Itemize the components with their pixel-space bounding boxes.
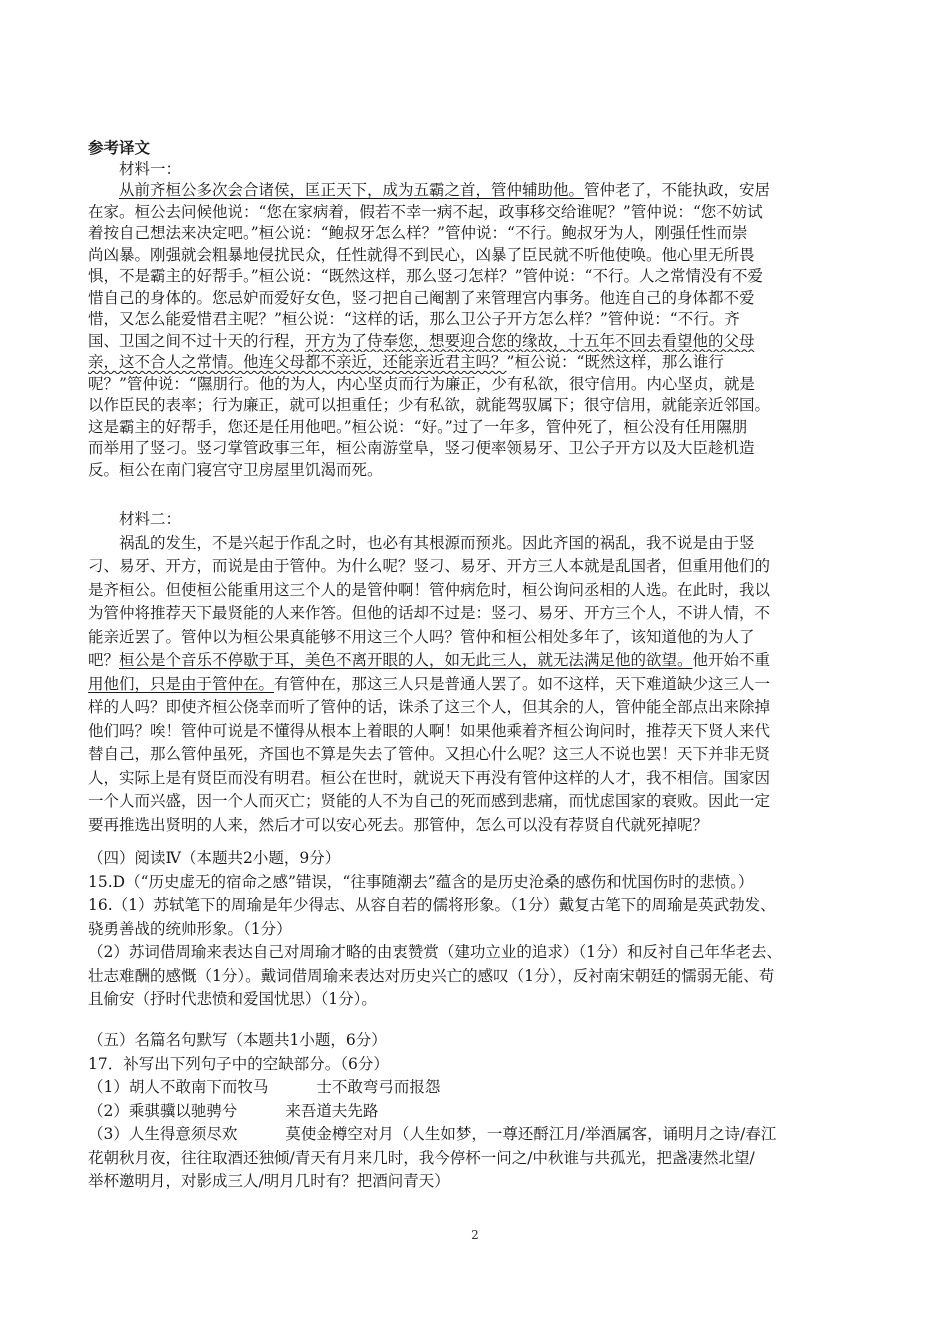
m1-line: 尚凶暴。刚强就会粗暴地侵扰民众，任性就得不到民心，凶暴了臣民就不听他使唤。他心里无所畏 [88,245,755,264]
m2-underline-2: 用他们，只是由于管仲在。 [88,674,275,693]
m1-line: 惜，又怎么能爱惜君主呢？”桓公说：“这样的话，那么卫公子开方怎么样？”管仲说：“不行。齐 [88,310,740,328]
m1-wavy-underline-1: 开方为了侍奉您，想要迎合您的缘故，十五年不回去看望他的父母 [305,331,755,350]
m1-line: 呢？”管仲说：“隰朋行。他的为人，内心坚贞而行为廉正，少有私欲，很守信用。内心坚贞，就是 [88,374,755,393]
m1-line: 惧，不是霸主的好帮手。”桓公说：“既然这样，那么竖刁怎样？”管仲说：“不行。人之常情没有不爱 [88,267,763,285]
m2-line-7 [88,673,848,697]
m1-line: 反。桓公在南门寝宫守卫房屋里饥渴而死。 [88,460,383,479]
answer-3-right: 莫使金樽空对月（人生如梦，一尊还酹江月/举酒属客，诵明月之诗/春江 [285,1125,777,1143]
answer-2 [88,1100,848,1124]
m1-line: 这是霸主的好帮手，您还是任用他吧。”桓公说：“好。”过了一年多，管仲死了，桓公没有任用隰朋 [88,417,748,436]
answer-2-right: 来吾道夫先路 [285,1101,379,1120]
m1-underline-1: 从前齐桓公多次会合诸侯，匡正天下，成为五霸之首，管仲辅助他。 [119,181,585,199]
material1-label: 材料一： [119,159,182,178]
answer-line: 骁勇善战的统帅形象。（1分） [88,919,292,938]
question-17: 17．补写出下列句子中的空缺部分。（6分） [88,1054,389,1073]
m1-line-8-start: 国、卫国之间不过十天的行程， [88,331,306,350]
m2-line-6 [88,649,848,673]
m1-line-1 [88,180,848,202]
m2-line: 祸乱的发生，不是兴起于作乱之时，也必有其根源而预兆。因此齐国的祸乱，我不说是由于竖 [119,533,755,552]
m2-line-6-rest: 他开始不重 [692,651,771,669]
material2-label: 材料二： [119,510,182,528]
m1-line: 惜自己的身体的。您忌妒而爱好女色，竖刁把自己阉割了来管理宫内事务。他连自己的身体都不爱 [88,288,755,307]
m2-line-7-rest: 有管仲在，那这三人只是普通人罢了。如不这样，天下难道缺少这三人一 [274,674,771,693]
m2-line-6-start: 吧？ [88,651,120,669]
m1-line-9 [88,352,848,374]
m1-wavy-underline-2: 亲，这不合人之常情。他连父母都不亲近，还能亲近君主吗？ [88,353,507,371]
m2-line: 能亲近罢了。管仲以为桓公果真能够不用这三个人吗？管仲和桓公相处多年了，该知道他的为人了 [88,627,755,646]
section4-header: （四）阅读Ⅳ（本题共2小题，9分） [88,849,341,867]
answer-line: 且偷安（抒时代悲愤和爱国忧思）（1分）。 [88,990,377,1008]
answer-line: （2）苏词借周瑜来表达自己对周瑜才略的由衷赞赏（建功立业的追求）（1分）和反衬自己年华老去、 [88,943,782,961]
m2-underline-1: 桓公是个音乐不停歇于耳，美色不离开眼的人，如无此三人，就无法满足他的欲望。 [119,651,693,669]
m2-line: 替自己，那么管仲虽死，齐国也不算是失去了管仲。又担心什么呢？这三人不说也罢！天下并非无贤 [88,745,771,763]
m2-line: 是齐桓公。但使桓公能重用这三个人的是管仲啊！管仲病危时，桓公询问丞相的人选。在此时，我以 [88,580,771,599]
m1-line-1-rest: 管仲老了，不能执政，安居 [584,181,771,199]
material2-block [88,508,848,837]
answer-3-cont: 举杯邀明月，对影成三人/明月几时有？把酒问青天） [88,1172,450,1190]
translation-block [88,137,848,481]
section5-header: （五）名篇名句默写（本题共1小题，6分） [88,1031,387,1049]
answer-3-left: （3）人生得意须尽欢 [88,1125,238,1143]
m2-line: 样的人吗？即使齐桓公侥幸而听了管仲的话，诛杀了这三个人，但其余的人，管仲能全部点出来除掉 [88,698,771,716]
m2-line: 一个人而兴盛，因一个人而灭亡；贤能的人不为自己的死而感到悲痛，而忧虑国家的衰败。因此一定 [88,792,771,810]
answer-1 [88,1076,848,1100]
m1-line-9-rest: ”桓公说：“既然这样，那么谁行 [506,353,724,371]
m1-line: 以作臣民的表率；行为廉正，就可以担重任；少有私欲，就能驾驭属下；很守信用，就能亲近邻国。 [88,396,771,414]
m1-line: 在家。桓公去问候他说：“您在家病着，假若不幸一病不起，政事移交给谁呢？”管仲说：“您不妨试 [88,202,763,221]
answer-line: 壮志难酬的感慨（1分）。戴词借周瑜来表达对历史兴亡的感叹（1分），反衬南宋朝廷的懦弱无能、苟 [88,966,775,985]
answer-line: 15.D（“历史虚无的宿命之感”错误，“往事随潮去”蕴含的是历史沧桑的感伤和忧国伤时的悲愤。） [88,872,754,891]
m2-line: 为管仲将推荐天下最贤能的人来作答。但他的话却不过是：竖刁、易牙、开方三个人，不讲人情，不 [88,604,771,622]
m1-line-8 [88,331,848,353]
section4-block [88,847,848,1012]
answer-line: 16.（1）苏轼笔下的周瑜是年少得志、从容自若的儒将形象。（1分）戴复古笔下的周瑜是英武勃发、 [88,896,776,914]
section-title: 参考译文 [88,138,151,157]
m2-line: 人，实际上是有贤臣而没有明君。桓公在世时，就说天下再没有管仲这样的人才，我不相信。国家因 [88,768,771,787]
m2-line: 他们吗？唉！管仲可说是不懂得从根本上着眼的人啊！如果他乘着齐桓公询问时，推荐天下贤人来代 [88,721,771,740]
answer-1-right: 士不敢弯弓而报怨 [316,1078,441,1096]
answer-2-left: （2）乘骐骥以驰骋兮 [88,1101,238,1120]
m2-line: 刁、易牙、开方，而说是由于管仲。为什么呢？竖刁、易牙、开方三人本就是乱国者，但重用他们的 [88,557,771,575]
m1-line: 着按自己想法来决定吧。”桓公说：“鲍叔牙怎么样？”管仲说：“不行。鲍叔牙为人，刚强任性而崇 [88,224,748,242]
m1-line: 而举用了竖刁。竖刁掌管政事三年，桓公南游堂阜，竖刁便率领易牙、卫公子开方以及大臣趁机造 [88,439,755,457]
section5-block [88,1029,848,1194]
answer-3 [88,1123,848,1147]
page-number: 2 [471,1228,479,1242]
answer-1-left: （1）胡人不敢南下而牧马 [88,1078,269,1096]
m2-line: 要再推选出贤明的人来，然后才可以安心死去。那管仲，怎么可以没有荐贤自代就死掉呢？ [88,815,709,834]
answer-3-cont: 花朝秋月夜，往往取酒还独倾/青天有月来几时，我今停杯一问之/中秋谁与共孤光，把盏凄然北望/ [88,1148,755,1167]
